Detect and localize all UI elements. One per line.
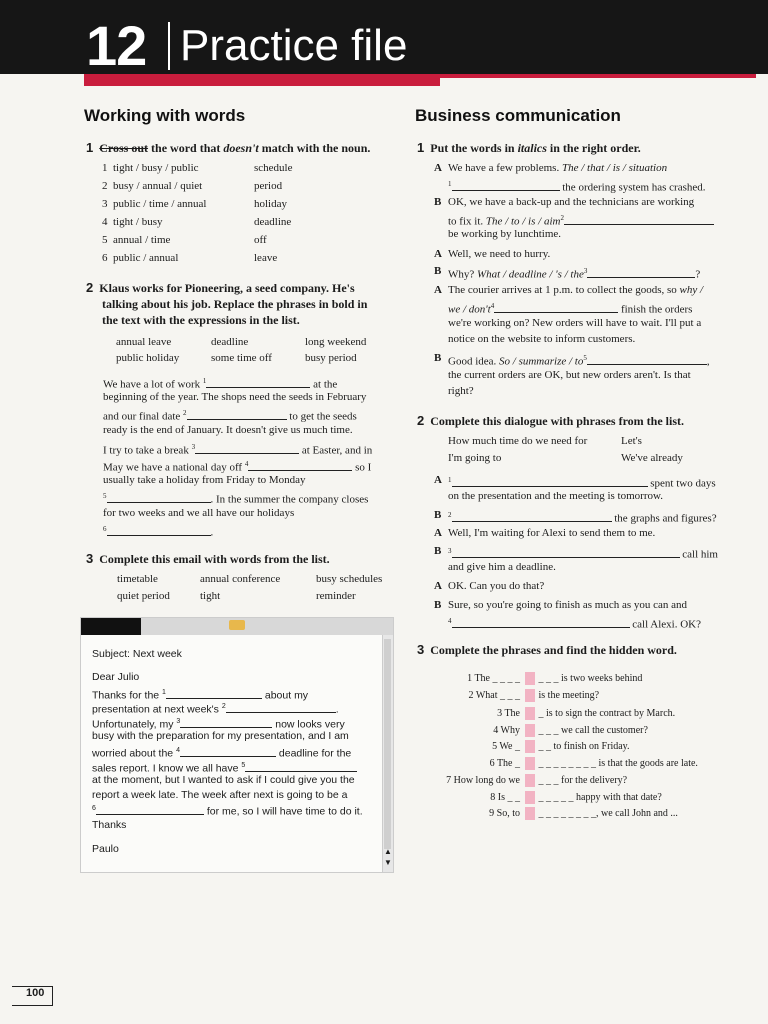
puzzle-row-right: _ is to sign the contract by March. [524, 706, 675, 722]
page-title: Practice file [180, 21, 408, 70]
exercise-1-instructions: 1 Cross out the word that doesn't match with the noun. [86, 140, 371, 155]
answer-blank[interactable] [180, 717, 272, 728]
word-item: some time off [211, 352, 272, 364]
word-item: quiet period [117, 590, 170, 602]
puzzle-row-right: _ _ _ _ _ happy with that date? [524, 790, 662, 806]
puzzle-row-right: _ _ _ we call the customer? [524, 723, 648, 739]
puzzle-row-right: _ _ _ _ _ _ _ _ is that the goods are late. [524, 756, 698, 772]
puzzle-row-right: _ _ _ _ _ _ _ _, we call John and ... [524, 806, 678, 822]
word-item: public holiday [116, 352, 180, 364]
exercise-2-instructions: 2 Klaus works for Pioneering, a seed company. He's talking about his job. Replace the phrases in bold in the text with the expressions in the list. [86, 280, 368, 327]
list-item: 6 public / annual [102, 252, 179, 264]
answer-blank[interactable] [195, 443, 299, 454]
phrase-item: I'm going to [448, 452, 502, 464]
word-item: busy period [305, 352, 357, 364]
hidden-letter-cell[interactable] [525, 689, 535, 702]
phrase-item: Let's [621, 435, 642, 447]
list-item: 5 annual / time [102, 234, 171, 246]
hidden-letter-cell[interactable] [525, 672, 535, 685]
email-signature: Paulo [92, 843, 119, 855]
exercise-3-instructions: 3 Complete this email with words from the list. [86, 551, 330, 566]
list-item: 4 tight / busy [102, 216, 163, 228]
hidden-letter-cell[interactable] [525, 774, 535, 787]
page-number: 100 [26, 987, 45, 999]
answer-blank[interactable] [187, 409, 287, 420]
envelope-icon [229, 620, 245, 630]
hidden-letter-cell[interactable] [525, 791, 535, 804]
word-item: annual leave [116, 336, 172, 348]
email-window: ▲ ▼ Subject: Next week Dear Julio Thanks for the $^1$ about my presentation at next week's $^2$ . Unfortunately, my $^3$ now looks very busy with the preparation for my presentation, and I am worried about the $^4$ deadline for the sales report. I know we all have $^5$ at the moment, but I wanted to ask if I could give you the report a week late. The week after next is going to be a $^6$ for me, so I will have time to do it. Thanks Paulo [80, 617, 394, 873]
list-item: 2 busy / annual / quiet [102, 180, 203, 192]
puzzle-row-left: 7 How long do we [446, 775, 520, 786]
answer-blank[interactable] [587, 267, 695, 278]
answer-blank[interactable] [226, 702, 336, 713]
word-item: timetable [117, 573, 158, 585]
answer-blank[interactable] [452, 180, 560, 191]
answer-blank[interactable] [180, 746, 276, 757]
answer-blank[interactable] [452, 547, 680, 558]
hidden-letter-cell[interactable] [525, 757, 535, 770]
section-heading-business-communication: Business communication [415, 106, 621, 125]
scrollbar-thumb[interactable] [384, 639, 391, 849]
email-subject: Subject: Next week [92, 648, 182, 660]
puzzle-row-left: 4 Why [493, 725, 520, 736]
scroll-down-arrow[interactable]: ▼ [384, 858, 392, 867]
word-item: deadline [211, 336, 249, 348]
answer-blank[interactable] [452, 617, 630, 628]
scroll-up-arrow[interactable]: ▲ [384, 847, 392, 856]
header-divider [168, 22, 170, 70]
answer-blank[interactable] [494, 302, 618, 313]
list-item-noun: leave [254, 252, 278, 264]
list-item-noun: deadline [254, 216, 292, 228]
list-item-noun: off [254, 234, 267, 246]
unit-number: 12 [86, 14, 147, 77]
phrase-item: We've already [621, 452, 683, 464]
puzzle-row-left: 5 We _ [492, 741, 520, 752]
header-accent-line [440, 74, 756, 78]
list-item: 1 tight / busy / public [102, 162, 199, 174]
answer-blank[interactable] [166, 688, 262, 699]
answer-blank[interactable] [96, 804, 204, 815]
answer-blank[interactable] [452, 476, 648, 487]
list-item-noun: schedule [254, 162, 293, 174]
puzzle-row-left: 1 The _ _ _ _ [467, 673, 520, 684]
puzzle-row-right: _ _ _ is two weeks behind [524, 671, 642, 687]
email-greeting: Dear Julio [92, 671, 140, 683]
puzzle-row-left: 9 So, to [489, 808, 520, 819]
puzzle-row-left: 8 Is _ _ [490, 792, 520, 803]
phrase-item: How much time do we need for [448, 435, 588, 447]
answer-blank[interactable] [564, 214, 714, 225]
answer-blank[interactable] [587, 354, 707, 365]
answer-blank[interactable] [248, 460, 352, 471]
list-item-noun: holiday [254, 198, 287, 210]
answer-blank[interactable] [245, 761, 357, 772]
exercise-2-instructions: 2 Complete this dialogue with phrases from the list. [417, 413, 685, 428]
email-closing: Thanks [92, 819, 127, 831]
list-item-noun: period [254, 180, 283, 192]
list-item: 3 public / time / annual [102, 198, 207, 210]
answer-blank[interactable] [452, 511, 612, 522]
email-titlebar-accent [81, 618, 141, 635]
exercise-1-instructions: 1 Put the words in italics in the right order. [417, 140, 641, 155]
exercise-number: 1 [86, 140, 94, 155]
email-scrollbar[interactable] [382, 635, 393, 872]
hidden-letter-cell[interactable] [525, 724, 535, 737]
word-item: annual conference [200, 573, 281, 585]
puzzle-row-left: 3 The [497, 708, 520, 719]
hidden-letter-cell[interactable] [525, 707, 535, 720]
answer-blank[interactable] [107, 492, 211, 503]
puzzle-row-left: 6 The _ [489, 758, 520, 769]
section-heading-working-with-words: Working with words [84, 106, 246, 125]
word-item: tight [200, 590, 221, 602]
answer-blank[interactable] [107, 525, 211, 536]
word-item: reminder [316, 590, 356, 602]
answer-blank[interactable] [206, 377, 310, 388]
hidden-letter-cell[interactable] [525, 740, 535, 753]
puzzle-row-right: _ _ _ for the delivery? [524, 773, 627, 789]
puzzle-row-right: is the meeting? [524, 688, 599, 704]
puzzle-row-right: _ _ to finish on Friday. [524, 739, 630, 755]
word-item: busy schedules [316, 573, 383, 585]
hidden-letter-cell[interactable] [525, 807, 535, 820]
exercise-3-instructions: 3 Complete the phrases and find the hidden word. [417, 642, 677, 657]
puzzle-row-left: 2 What _ _ _ [468, 690, 520, 701]
word-item: long weekend [305, 336, 367, 348]
